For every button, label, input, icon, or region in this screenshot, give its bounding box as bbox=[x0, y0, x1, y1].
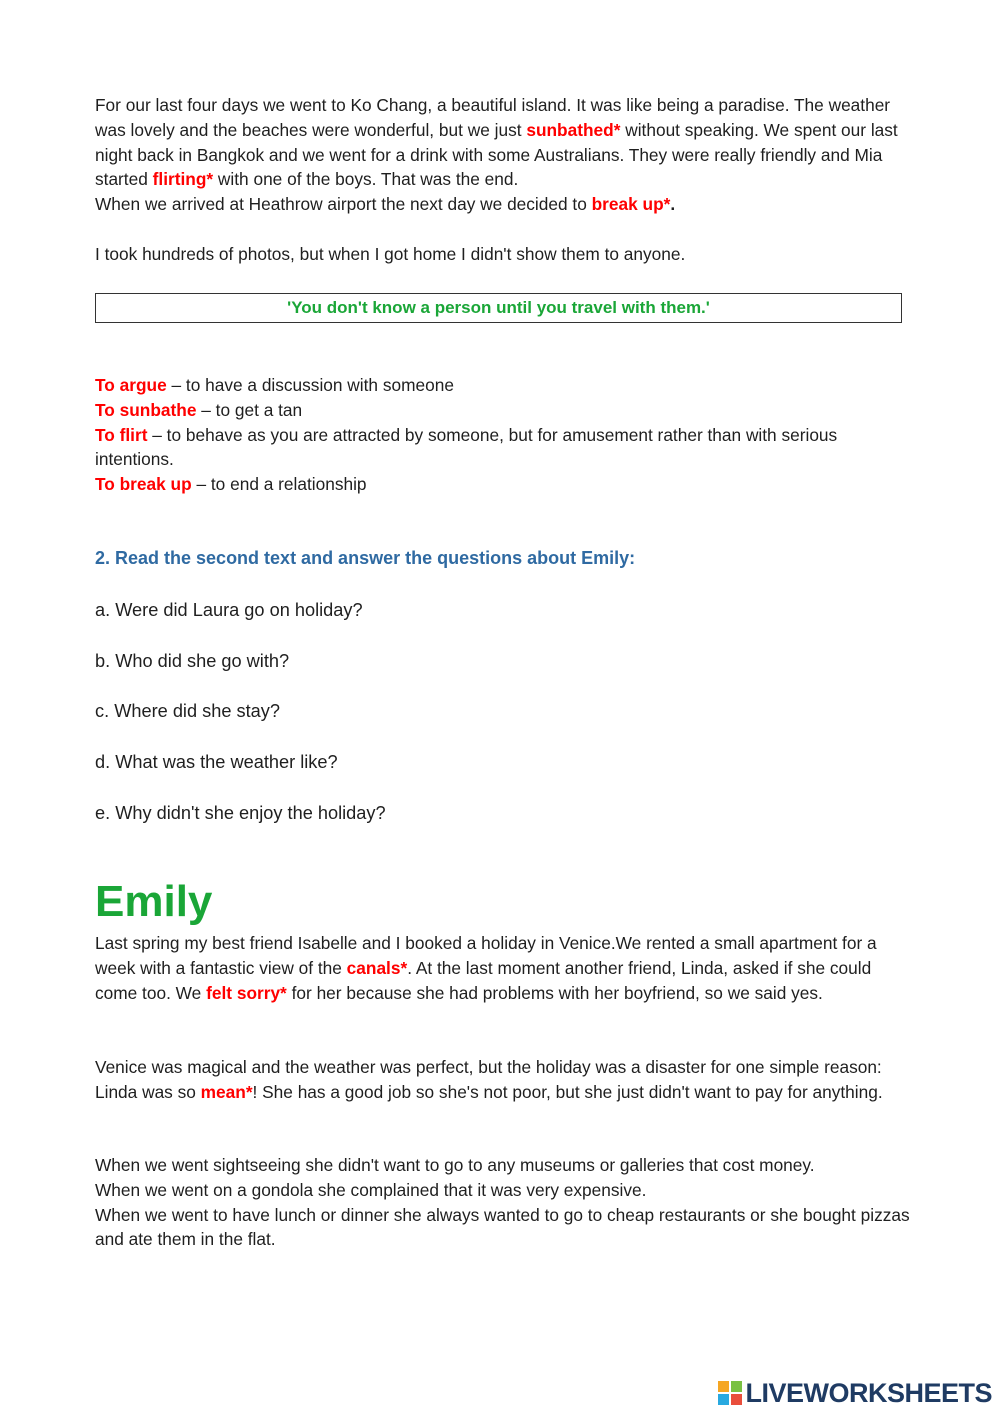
vocab-sunbathed: sunbathed* bbox=[526, 119, 621, 140]
emily-title: Emily bbox=[95, 877, 213, 926]
glossary-item: To flirt – to behave as you are attracted by someone, but for amusement rather than with serious intentions. bbox=[95, 424, 838, 470]
exercise-heading: 2. Read the second text and answer the questions about Emily: bbox=[95, 548, 636, 568]
vocab-break-up: break up* bbox=[591, 194, 671, 215]
liveworksheets-logo-icon bbox=[718, 1381, 742, 1405]
liveworksheets-logo bbox=[718, 1376, 992, 1410]
question-c: c. Where did she stay? bbox=[95, 701, 280, 721]
glossary-item: To break up – to end a relationship bbox=[95, 474, 367, 495]
question-a: a. Were did Laura go on holiday? bbox=[95, 600, 363, 620]
glossary-item: To argue – to have a discussion with someone bbox=[95, 375, 454, 395]
laura-paragraph-2: I took hundreds of photos, but when I got home I didn't show them to anyone. bbox=[95, 244, 686, 264]
vocab-canals: canals* bbox=[346, 957, 408, 978]
question-d: d. What was the weather like? bbox=[95, 752, 338, 772]
glossary-item: To sunbathe – to get a tan bbox=[95, 399, 303, 420]
question-e: e. Why didn't she enjoy the holiday? bbox=[95, 803, 386, 823]
emily-paragraph-3: When we went sightseeing she didn't want to go to any museums or galleries that cost money. When we went on a gondola she complained that it was very expensive. When we went to have lunch or dinner she always wanted to go to cheap restaurants or she bought pizzas and ate them in the flat. bbox=[95, 1155, 910, 1250]
liveworksheets-logo-text: LIVEWORKSHEETS bbox=[745, 1377, 992, 1408]
emily-paragraph-2: Venice was magical and the weather was perfect, but the holiday was a disaster for one simple reason: Linda was so mean*! She has a good job so she's not poor, but she just didn't want to pay for anything. bbox=[95, 1057, 883, 1102]
emily-paragraph-1: Last spring my best friend Isabelle and I booked a holiday in Venice.We rented a small apartment for a week with a fantastic view of the canals*. At the last moment another friend, Linda, asked if she could come too. We felt sorry* for her because she had problems with her boyfriend, so we said yes. bbox=[95, 933, 877, 1003]
vocab-flirting: flirting* bbox=[152, 169, 214, 190]
vocab-felt-sorry: felt sorry* bbox=[206, 982, 287, 1003]
question-b: b. Who did she go with? bbox=[95, 651, 290, 671]
vocab-mean: mean* bbox=[200, 1081, 253, 1102]
glossary bbox=[95, 373, 910, 497]
quote-box: 'You don't know a person until you travel with them.' bbox=[95, 293, 902, 323]
laura-paragraph-1: For our last four days we went to Ko Chang, a beautiful island. It was like being a paradise. The weather was lovely and the beaches were wonderful, but we just sunbathed* without speaking. We spent our last night back in Bangkok and we went for a drink with some Australians. They were really friendly and Mia started flirting* with one of the boys. That was the end. When we arrived at Heathrow airport the next day we decided to break up*. bbox=[95, 95, 898, 215]
